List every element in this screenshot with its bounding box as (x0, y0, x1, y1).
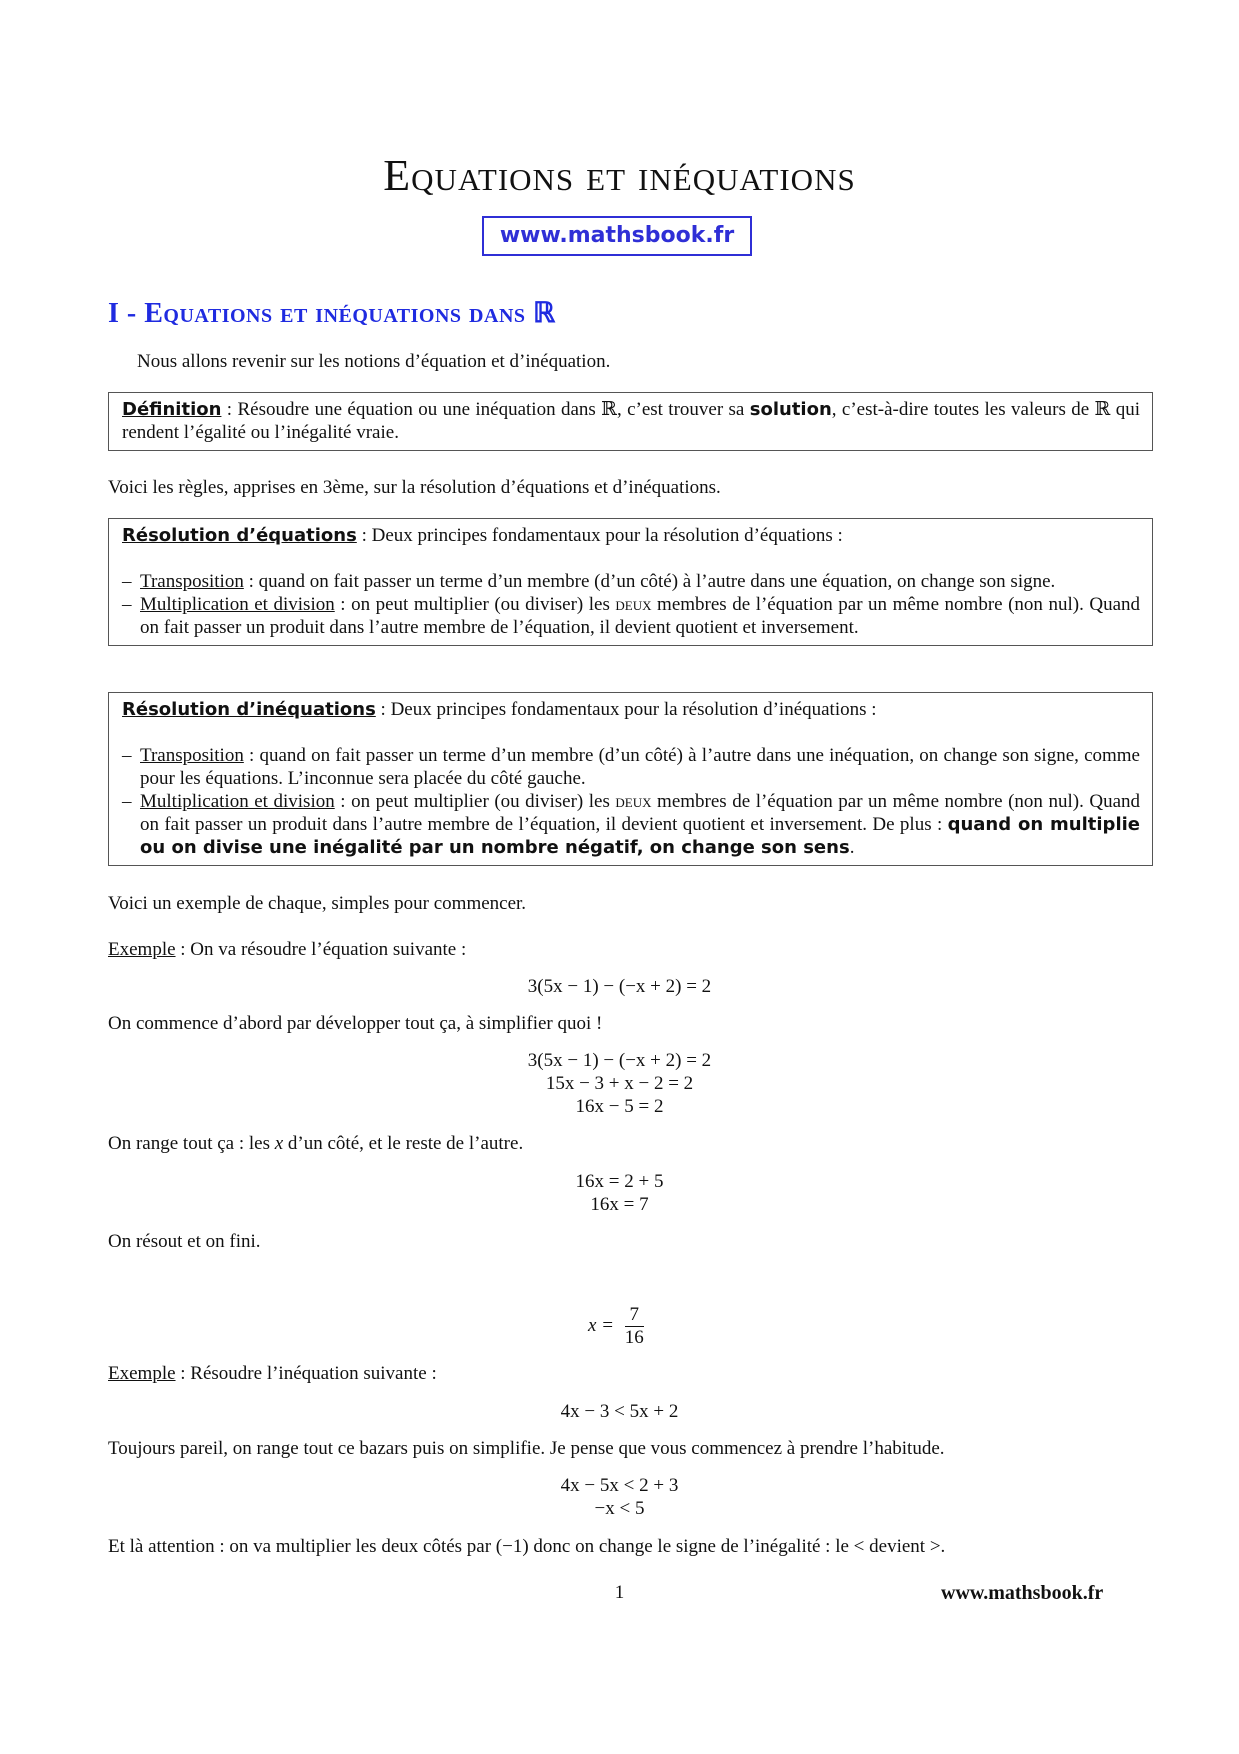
eq-item1-term: Transposition (140, 571, 244, 592)
equation-rules-box (108, 518, 1153, 646)
math-line: 4x − 5x < 2 + 3 (560, 1475, 679, 1496)
example1-step3: On résout et on fini. (108, 1231, 261, 1252)
solution-lhs: x = (588, 1314, 615, 1336)
fraction-numerator: 7 (625, 1304, 644, 1327)
list-item (122, 744, 1140, 790)
math-line: 16x = 7 (590, 1194, 649, 1215)
definition-box (108, 392, 1153, 451)
math-line: −x < 5 (594, 1498, 645, 1519)
example1-solution (588, 1304, 644, 1349)
ineq-item1-text: : quand on fait passer un terme d’un membre (d’un côté) à l’autre dans une inéquation, on change son signe, comme pour les équations. L’inconnue sera placée du côté gauche. (140, 745, 1140, 789)
footer-site[interactable]: www.mathsbook.fr (941, 1582, 1104, 1604)
example1-equation (0, 975, 1239, 998)
intro-paragraph: Nous allons revenir sur les notions d’équation et d’inéquation. (137, 351, 611, 372)
rules-intro: Voici les règles, apprises en 3ème, sur la résolution d’équations et d’inéquations. (108, 477, 721, 498)
eq-box-label: Résolution d’équations (122, 525, 357, 546)
example2-label: Exemple (108, 1363, 176, 1384)
example2-final: Et là attention : on va multiplier les deux côtés par (−1) donc on change le signe de l’inégalité : le < devient >. (108, 1536, 946, 1557)
ineq-item2-text-b: membres de l’équation par un même nombre (non nul). Quand on fait passer un produit dans l’autre membre de l’équation, il devient quotient et inversement. De plus : (140, 791, 1141, 835)
math-line: 4x − 3 < 5x + 2 (560, 1401, 679, 1422)
eq-item2-text-b: membres de l’équation par un même nombre (non nul). Quand on fait passer un produit dans l’autre membre de l’équation, il devient quotient et inversement. (140, 594, 1141, 638)
ineq-item2-bold: quand on multiplie ou on divise une inégalité par un nombre négatif, on change son sens (140, 814, 1140, 858)
list-item (122, 593, 1140, 639)
example2-steps (0, 1474, 1239, 1520)
ineq-item2-end: . (849, 837, 855, 858)
math-line: 15x − 3 + x − 2 = 2 (545, 1073, 694, 1094)
ineq-item2-term: Multiplication et division (140, 791, 335, 812)
examples-intro: Voici un exemple de chaque, simples pour commencer. (108, 893, 527, 914)
eq-item2-term: Multiplication et division (140, 594, 335, 615)
math-line: 16x = 2 + 5 (575, 1171, 664, 1192)
eq-item2-text-a: : on peut multiplier (ou diviser) les (334, 594, 616, 615)
example1-development (0, 1049, 1239, 1118)
site-link-box[interactable]: www.mathsbook.fr (482, 216, 752, 256)
ineq-item2-smallcaps: deux (615, 791, 652, 812)
inequation-rules-box (108, 692, 1153, 866)
example2-step1: Toujours pareil, on range tout ce bazars puis on simplifie. Je pense que vous commencez à prendre l’habitude. (108, 1438, 945, 1459)
ineq-box-intro: : Deux principes fondamentaux pour la résolution d’inéquations : (375, 699, 877, 720)
ineq-box-label: Résolution d’inéquations (122, 699, 376, 720)
example1-step1: On commence d’abord par développer tout ça, à simplifier quoi ! (108, 1013, 603, 1034)
eq-box-intro: : Deux principes fondamentaux pour la résolution d’équations : (356, 525, 843, 546)
step2-text-b: d’un côté, et le reste de l’autre. (283, 1133, 524, 1154)
example1-intro (108, 938, 1148, 961)
eq-item2-smallcaps: deux (615, 594, 652, 615)
example1-label: Exemple (108, 939, 176, 960)
fraction-denominator: 16 (624, 1327, 644, 1348)
example1-step2 (108, 1132, 1148, 1155)
example2-text: : Résoudre l’inéquation suivante : (175, 1363, 437, 1384)
math-line: 3(5x − 1) − (−x + 2) = 2 (527, 1050, 712, 1071)
definition-text-1: : Résoudre une équation ou une inéquation dans ℝ, c’est trouver sa (221, 399, 750, 420)
solution-fraction (625, 1304, 644, 1349)
page-number: 1 (614, 1582, 625, 1603)
example1-text: : On va résoudre l’équation suivante : (175, 939, 467, 960)
ineq-rules-list (122, 744, 1140, 859)
ineq-item1-term: Transposition (140, 745, 244, 766)
list-item (122, 790, 1140, 859)
list-item (122, 570, 1140, 593)
definition-bold: solution (749, 399, 832, 420)
step2-text-a: On range tout ça : les (108, 1133, 275, 1154)
step2-variable: x (274, 1133, 284, 1154)
math-line: 16x − 5 = 2 (575, 1096, 664, 1117)
eq-item1-text: : quand on fait passer un terme d’un membre (d’un côté) à l’autre dans une équation, on change son signe. (243, 571, 1056, 592)
definition-text-2: , c’est-à-dire toutes les valeurs de ℝ qui rendent l’égalité ou l’inégalité vraie. (122, 399, 1140, 443)
ineq-item2-text-a: : on peut multiplier (ou diviser) les (334, 791, 616, 812)
example2-intro (108, 1362, 1148, 1385)
example2-inequation (0, 1400, 1239, 1423)
definition-label: Définition (122, 399, 222, 420)
example1-range (0, 1170, 1239, 1216)
eq-rules-list (122, 570, 1140, 639)
page-title: Equations et inéquations (383, 151, 856, 200)
section-title: I - Equations et inéquations dans ℝ (108, 298, 556, 329)
math-line: 3(5x − 1) − (−x + 2) = 2 (527, 976, 712, 997)
